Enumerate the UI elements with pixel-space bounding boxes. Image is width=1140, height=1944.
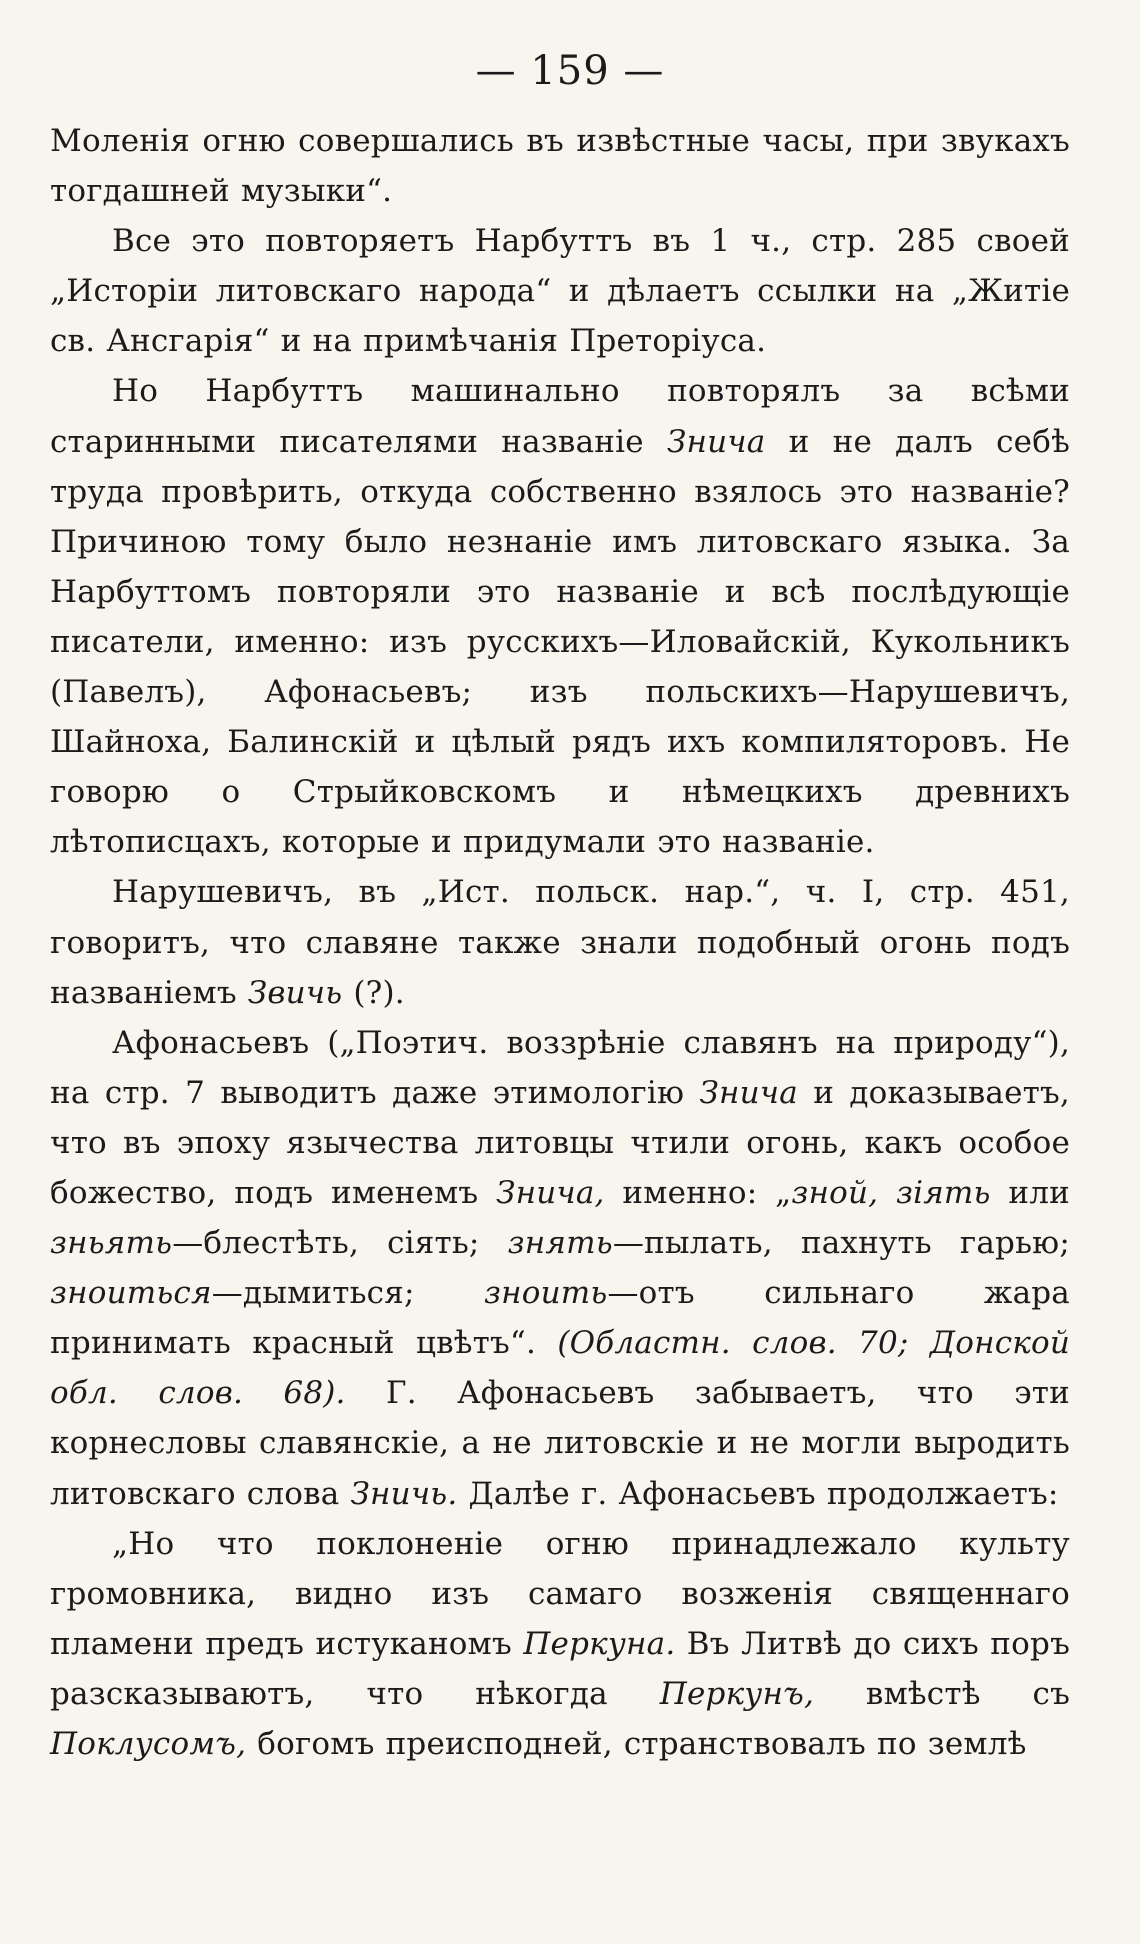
italic-term: Звичь	[247, 974, 343, 1011]
italic-term: Знича	[699, 1074, 798, 1111]
text-segment: (?).	[342, 974, 405, 1011]
italic-term: Перкунъ,	[659, 1675, 815, 1712]
paragraph-6-quote	[50, 1519, 1070, 1769]
text-segment: Въ Литвѣ до сихъ поръ разсказываютъ, что нѣкогда	[50, 1625, 1070, 1712]
text-segment: —отъ сильнаго жара принимать красный цвѣтъ“.	[50, 1275, 1070, 1362]
paragraph-4	[50, 867, 1070, 1017]
text-segment: Все это повторяетъ Нарбуттъ въ 1 ч., стр. 285 своей „Исторіи литовскаго народа“ и дѣлаетъ ссылки на „Житіе св. Ансгарія“ и на примѣчанія Преторіуса.	[50, 223, 1070, 360]
italic-citation: (Областн. слов. 70; Донской обл. слов. 68).	[50, 1325, 1071, 1412]
text-segment: —дымиться;	[211, 1275, 485, 1312]
text-segment: —пылать, пахнуть гарью;	[612, 1225, 1070, 1262]
text-segment: и не далъ себѣ труда провѣрить, откуда собственно взялось это названіе? Причиною тому было незнаніе имъ литовскаго языка. За Нарбуттомъ повторяли это названіе и всѣ послѣдующіе писатели, именно: изъ русскихъ—Иловайскій, Кукольникъ (Павелъ), Афонасьевъ; изъ польскихъ—Нарушевичъ, Шайноха, Балинскій и цѣлый рядъ ихъ компиляторовъ. Не говорю о Стрыйковскомъ и нѣмецкихъ древнихъ лѣтописцахъ, которые и придумали это названіе.	[50, 423, 1070, 861]
italic-term: зноиться	[50, 1275, 212, 1312]
book-page	[50, 40, 1070, 1920]
text-segment: —блестѣть, сіять;	[172, 1225, 508, 1262]
page-number: — 159 —	[475, 48, 665, 94]
text-segment: и доказываетъ, что въ эпоху язычества литовцы чтили огонь, какъ особое божество, подъ именемъ	[50, 1074, 1070, 1211]
italic-term: Знича	[666, 423, 766, 460]
italic-term: Знича,	[496, 1174, 605, 1211]
text-segment: богомъ преисподней, странствовалъ по землѣ	[246, 1726, 1027, 1762]
paragraph-2	[50, 216, 1070, 366]
text-segment: „Но что поклоненіе огню принадлежало культу громовника, видно изъ самаго возженія священнаго пламени предъ истуканомъ	[50, 1525, 1070, 1662]
text-segment: или	[990, 1174, 1070, 1211]
paragraph-5	[50, 1018, 1070, 1519]
text-segment: Афонасьевъ („Поэтич. воззрѣніе славянъ на природу“), на стр. 7 выводитъ даже этимологію	[50, 1024, 1070, 1111]
body-text	[50, 116, 1070, 1769]
text-segment: именно: „	[604, 1174, 792, 1211]
italic-term: Перкуна.	[523, 1625, 676, 1662]
italic-term: зноить	[484, 1275, 608, 1312]
paragraph-1	[50, 116, 1070, 216]
paragraph-3	[50, 366, 1070, 867]
text-segment: Моленія огню совершались въ извѣстные часы, при звукахъ тогдашней музыки“.	[50, 123, 1070, 210]
text-segment: Но Нарбуттъ машинально повторялъ за всѣми старинными писателями названіе	[50, 373, 1070, 460]
italic-term: зньять	[50, 1225, 173, 1262]
text-segment: Далѣе г. Афонасьевъ продолжаетъ:	[457, 1475, 1059, 1512]
text-segment: вмѣстѣ съ	[814, 1675, 1070, 1712]
italic-term: Зничь.	[350, 1475, 458, 1512]
italic-term: знять	[507, 1225, 613, 1262]
italic-term: зной, зіять	[791, 1174, 991, 1211]
italic-term: Поклусомъ,	[50, 1726, 247, 1762]
text-segment: Г. Афонасьевъ забываетъ, что эти корнесловы славянскіе, а не литовскіе и не могли выродить литовскаго слова	[50, 1375, 1070, 1512]
text-segment: Нарушевичъ, въ „Ист. польск. нар.“, ч. I, стр. 451, говоритъ, что славяне также знали подобный огонь подъ названіемъ	[50, 874, 1070, 1011]
